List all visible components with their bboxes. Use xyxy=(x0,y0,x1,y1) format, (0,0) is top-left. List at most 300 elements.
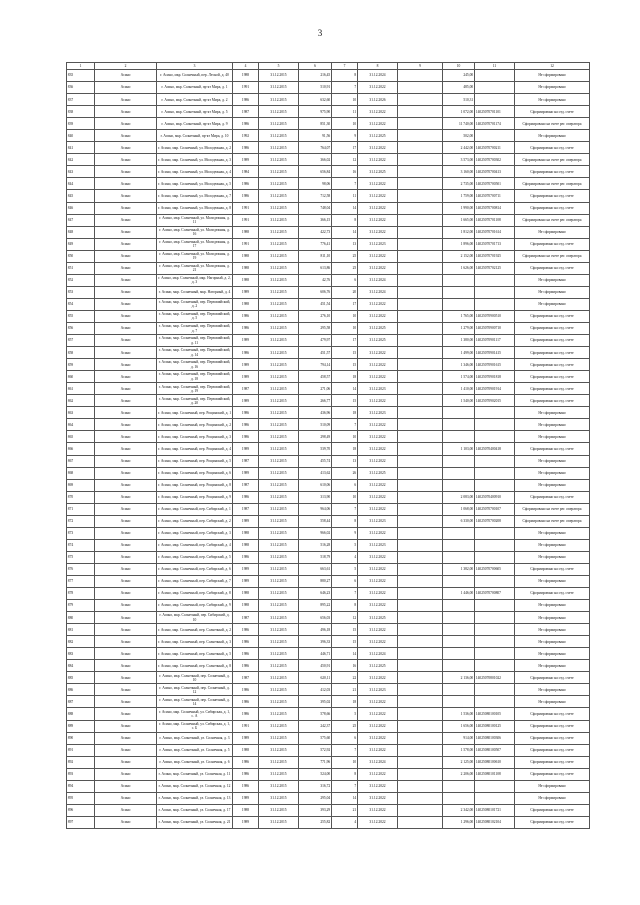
year-cell: 1992 xyxy=(233,130,259,142)
count-cell: 25 xyxy=(332,720,358,732)
amount-cell xyxy=(443,600,475,612)
deadline-cell: 31.12.2022 xyxy=(358,768,398,780)
table-row xyxy=(67,106,590,118)
empty-cell xyxy=(398,274,443,286)
deadline-cell: 31.12.2022 xyxy=(358,419,398,431)
settlement-cell: Асино xyxy=(95,768,157,780)
table-row xyxy=(67,347,590,359)
date-cell: 31.12.2015 xyxy=(259,588,299,600)
account-cell: 14025070901914 xyxy=(475,383,515,395)
area-cell: 271,06 xyxy=(299,383,332,395)
date-cell: 31.12.2015 xyxy=(259,443,299,455)
address-cell: г. Асино, мкр. Солнечный, пер. Первомайский, д. 16 xyxy=(157,359,233,371)
settlement-cell: Асино xyxy=(95,563,157,575)
year-cell: 1986 xyxy=(233,347,259,359)
year-cell: 1986 xyxy=(233,696,259,708)
amount-cell xyxy=(443,684,475,696)
address-cell: г. Асино, мкр. Солнечный, пер. Сибирский, д. 3 xyxy=(157,527,233,539)
year-cell: 1988 xyxy=(233,744,259,756)
status-cell: Сформировано на отд. счете xyxy=(515,347,590,359)
year-cell: 1986 xyxy=(233,551,259,563)
count-cell: 18 xyxy=(332,407,358,419)
empty-cell xyxy=(398,395,443,407)
empty-cell xyxy=(398,154,443,166)
table-row xyxy=(67,455,590,467)
settlement-cell: Асино xyxy=(95,130,157,142)
settlement-cell: Асино xyxy=(95,106,157,118)
table-row xyxy=(67,407,590,419)
row-number-cell: 877 xyxy=(67,575,95,587)
row-number-cell: 841 xyxy=(67,142,95,154)
account-cell: 14025080102104 xyxy=(475,816,515,828)
settlement-cell: Асино xyxy=(95,70,157,82)
date-cell: 31.12.2015 xyxy=(259,732,299,744)
empty-cell xyxy=(398,359,443,371)
table-row xyxy=(67,660,590,672)
deadline-cell: 31.12.2025 xyxy=(358,612,398,624)
table-row xyxy=(67,479,590,491)
account-cell: 14025070901117 xyxy=(475,335,515,347)
year-cell: 1986 xyxy=(233,419,259,431)
address-cell: г. Асино, мкр. Солнечный, пер. Первомайский, д. 11 xyxy=(157,335,233,347)
area-cell: 413,62 xyxy=(299,467,332,479)
address-cell: г. Асино, мкр. Солнечный, ул. Солнечная, д. 5 xyxy=(157,744,233,756)
settlement-cell: Асино xyxy=(95,792,157,804)
empty-cell xyxy=(398,588,443,600)
amount-cell xyxy=(443,479,475,491)
row-number-cell: 867 xyxy=(67,455,95,467)
year-cell: 1991 xyxy=(233,82,259,94)
column-number: 6 xyxy=(299,63,332,70)
empty-cell xyxy=(398,94,443,106)
date-cell: 31.12.2015 xyxy=(259,455,299,467)
count-cell: 6 xyxy=(332,575,358,587)
date-cell: 31.12.2015 xyxy=(259,262,299,274)
deadline-cell: 31.12.2022 xyxy=(358,190,398,202)
status-cell: Сформировано на отд. счете xyxy=(515,262,590,274)
date-cell: 31.12.2015 xyxy=(259,467,299,479)
table-row xyxy=(67,118,590,130)
deadline-cell: 31.12.2022 xyxy=(358,575,398,587)
settlement-cell: Асино xyxy=(95,274,157,286)
amount-cell: 1 626,00 xyxy=(443,262,475,274)
account-cell xyxy=(475,407,515,419)
address-cell: г. Асино, мкр. Солнечный, пер. Сибирский, д. 5 xyxy=(157,551,233,563)
row-number-cell: 852 xyxy=(67,274,95,286)
address-cell: г. Асино, мкр. Солнечный, пр-кт Мира, д. 5 xyxy=(157,106,233,118)
amount-cell xyxy=(443,551,475,563)
table-row xyxy=(67,696,590,708)
empty-cell xyxy=(398,768,443,780)
date-cell: 31.12.2015 xyxy=(259,82,299,94)
count-cell: 15 xyxy=(332,395,358,407)
status-cell: Не сформировано xyxy=(515,648,590,660)
deadline-cell: 31.12.2022 xyxy=(358,636,398,648)
table-row xyxy=(67,756,590,768)
count-cell: 9 xyxy=(332,527,358,539)
area-cell: 895,22 xyxy=(299,600,332,612)
settlement-cell: Асино xyxy=(95,539,157,551)
settlement-cell: Асино xyxy=(95,154,157,166)
area-cell: 656,84 xyxy=(299,166,332,178)
empty-cell xyxy=(398,575,443,587)
account-cell: 14025070701108 xyxy=(475,214,515,226)
date-cell: 31.12.2015 xyxy=(259,214,299,226)
deadline-cell: 31.12.2022 xyxy=(358,298,398,310)
settlement-cell: Асино xyxy=(95,491,157,503)
account-cell: 14025070901818 xyxy=(475,371,515,383)
deadline-cell: 31.12.2024 xyxy=(358,274,398,286)
address-cell: г. Асино, мкр. Солнечный, ул. Солнечная, д. 3 xyxy=(157,732,233,744)
deadline-cell: 31.12.2025 xyxy=(358,467,398,479)
settlement-cell: Асино xyxy=(95,600,157,612)
status-cell: Не сформировано xyxy=(515,792,590,804)
area-cell: 436,96 xyxy=(299,407,332,419)
year-cell: 1986 xyxy=(233,310,259,322)
table-row xyxy=(67,214,590,226)
amount-cell: 6 330,00 xyxy=(443,515,475,527)
amount-cell: 485,00 xyxy=(443,82,475,94)
year-cell: 1988 xyxy=(233,804,259,816)
row-number-cell: 890 xyxy=(67,732,95,744)
account-cell: 14025070700413 xyxy=(475,166,515,178)
area-cell: 510,09 xyxy=(299,419,332,431)
area-cell: 516,28 xyxy=(299,539,332,551)
address-cell: г. Асино, мкр. Солнечный, ул. Солнечная, д. 6 xyxy=(157,756,233,768)
amount-cell: 2 083,00 xyxy=(443,491,475,503)
address-cell: г. Асино, мкр. Солнечный, ул. Молодежная, д. 21 xyxy=(157,262,233,274)
status-cell: Не сформировано xyxy=(515,696,590,708)
year-cell: 1987 xyxy=(233,106,259,118)
status-cell: Сформировано на отд. счете xyxy=(515,106,590,118)
empty-cell xyxy=(398,419,443,431)
account-cell: 14025080101721 xyxy=(475,804,515,816)
account-cell xyxy=(475,70,515,82)
count-cell: 5 xyxy=(332,563,358,575)
address-cell: г. Асино, мкр. Солнечный, пер. Сибирский, д. 8 xyxy=(157,588,233,600)
amount-cell: 1 068,00 xyxy=(443,503,475,515)
year-cell: 1986 xyxy=(233,660,259,672)
row-number-cell: 847 xyxy=(67,214,95,226)
count-cell: 8 xyxy=(332,600,358,612)
deadline-cell: 31.12.2022 xyxy=(358,491,398,503)
deadline-cell: 31.12.2022 xyxy=(358,732,398,744)
count-cell: 16 xyxy=(332,166,358,178)
column-number: 7 xyxy=(332,63,358,70)
row-number-cell: 871 xyxy=(67,503,95,515)
area-cell: 422,73 xyxy=(299,226,332,238)
date-cell: 31.12.2015 xyxy=(259,744,299,756)
row-number-cell: 873 xyxy=(67,527,95,539)
row-number-cell: 865 xyxy=(67,431,95,443)
table-row xyxy=(67,527,590,539)
status-cell: Не сформировано xyxy=(515,431,590,443)
count-cell: 5 xyxy=(332,708,358,720)
empty-cell xyxy=(398,383,443,395)
table-row xyxy=(67,551,590,563)
year-cell: 1986 xyxy=(233,190,259,202)
date-cell: 31.12.2015 xyxy=(259,395,299,407)
address-cell: г. Асино, мкр. Солнечный, ул. Сибирская, д. 1, с. А xyxy=(157,708,233,720)
address-cell: г. Асино, мкр. Солнечный, ул. Молодежная, д. 4 xyxy=(157,166,233,178)
area-cell: 412,03 xyxy=(299,684,332,696)
table-row xyxy=(67,563,590,575)
area-cell: 610,06 xyxy=(299,479,332,491)
row-number-cell: 859 xyxy=(67,359,95,371)
settlement-cell: Асино xyxy=(95,744,157,756)
empty-cell xyxy=(398,479,443,491)
status-cell: Сформировано на отд. счете xyxy=(515,744,590,756)
date-cell: 31.12.2015 xyxy=(259,648,299,660)
date-cell: 31.12.2015 xyxy=(259,600,299,612)
table-row xyxy=(67,588,590,600)
row-number-cell: 842 xyxy=(67,154,95,166)
address-cell: г. Асино, мкр. Солнечный, ул. Молодежная, д. 3 xyxy=(157,154,233,166)
row-number-cell: 837 xyxy=(67,94,95,106)
deadline-cell: 31.12.2022 xyxy=(358,551,398,563)
count-cell: 14 xyxy=(332,792,358,804)
area-cell: 811,10 xyxy=(299,250,332,262)
empty-cell xyxy=(398,816,443,828)
amount-cell: 1 296,00 xyxy=(443,816,475,828)
date-cell: 31.12.2015 xyxy=(259,636,299,648)
deadline-cell: 31.12.2022 xyxy=(358,503,398,515)
table-row xyxy=(67,636,590,648)
settlement-cell: Асино xyxy=(95,732,157,744)
empty-cell xyxy=(398,142,443,154)
status-cell: Сформировано на счете рег. оператора xyxy=(515,154,590,166)
address-cell: г. Асино, мкр. Солнечный, пер. Рощинский, д. 4 xyxy=(157,443,233,455)
row-number-cell: 850 xyxy=(67,250,95,262)
area-cell: 451,57 xyxy=(299,347,332,359)
table-row xyxy=(67,443,590,455)
empty-cell xyxy=(398,118,443,130)
count-cell: 10 xyxy=(332,322,358,334)
date-cell: 31.12.2015 xyxy=(259,503,299,515)
table-row xyxy=(67,503,590,515)
account-cell: 14025080100610 xyxy=(475,756,515,768)
empty-cell xyxy=(398,407,443,419)
account-cell: 14025070701925 xyxy=(475,250,515,262)
date-cell: 31.12.2015 xyxy=(259,274,299,286)
amount-cell xyxy=(443,612,475,624)
deadline-cell: 31.12.2022 xyxy=(358,82,398,94)
year-cell: 1987 xyxy=(233,479,259,491)
count-cell: 4 xyxy=(332,816,358,828)
column-number: 3 xyxy=(157,63,233,70)
column-number: 10 xyxy=(443,63,475,70)
year-cell: 1986 xyxy=(233,178,259,190)
year-cell: 1988 xyxy=(233,600,259,612)
deadline-cell: 31.12.2022 xyxy=(358,600,398,612)
area-cell: 663,61 xyxy=(299,563,332,575)
count-cell: 25 xyxy=(332,250,358,262)
status-cell: Не сформировано xyxy=(515,94,590,106)
table-row xyxy=(67,419,590,431)
status-cell: Не сформировано xyxy=(515,575,590,587)
account-cell: 14025070801022 xyxy=(475,672,515,684)
account-cell xyxy=(475,792,515,804)
account-cell: 14025080100507 xyxy=(475,744,515,756)
row-number-cell: 881 xyxy=(67,624,95,636)
status-cell: Не сформировано xyxy=(515,82,590,94)
table-row xyxy=(67,238,590,250)
settlement-cell: Асино xyxy=(95,636,157,648)
area-cell: 255,82 xyxy=(299,816,332,828)
settlement-cell: Асино xyxy=(95,575,157,587)
count-cell: 10 xyxy=(332,431,358,443)
date-cell: 31.12.2015 xyxy=(259,660,299,672)
amount-cell: 2 735,00 xyxy=(443,178,475,190)
empty-cell xyxy=(398,431,443,443)
empty-cell xyxy=(398,744,443,756)
area-cell: 313,90 xyxy=(299,491,332,503)
date-cell: 31.12.2015 xyxy=(259,190,299,202)
area-cell: 851,30 xyxy=(299,118,332,130)
table-row xyxy=(67,202,590,214)
amount-cell: 502,00 xyxy=(443,130,475,142)
year-cell: 1988 xyxy=(233,250,259,262)
row-number-cell: 888 xyxy=(67,708,95,720)
status-cell: Сформировано на отд. счете xyxy=(515,335,590,347)
row-number-cell: 863 xyxy=(67,407,95,419)
settlement-cell: Асино xyxy=(95,780,157,792)
account-cell: 14025080100105 xyxy=(475,708,515,720)
table-row xyxy=(67,130,590,142)
amount-cell xyxy=(443,407,475,419)
year-cell: 1989 xyxy=(233,563,259,575)
row-number-cell: 885 xyxy=(67,672,95,684)
status-cell: Не сформировано xyxy=(515,600,590,612)
account-cell xyxy=(475,527,515,539)
row-number-cell: 870 xyxy=(67,491,95,503)
table-row xyxy=(67,600,590,612)
amount-cell: 2 125,00 xyxy=(443,756,475,768)
count-cell: 10 xyxy=(332,94,358,106)
amount-cell: 2 206,00 xyxy=(443,768,475,780)
date-cell: 31.12.2015 xyxy=(259,178,299,190)
deadline-cell: 31.12.2022 xyxy=(358,154,398,166)
date-cell: 31.12.2015 xyxy=(259,250,299,262)
settlement-cell: Асино xyxy=(95,612,157,624)
deadline-cell: 31.12.2022 xyxy=(358,347,398,359)
area-cell: 242,37 xyxy=(299,720,332,732)
year-cell: 1989 xyxy=(233,575,259,587)
year-cell: 1986 xyxy=(233,780,259,792)
year-cell: 1989 xyxy=(233,359,259,371)
deadline-cell: 31.12.2024 xyxy=(358,756,398,768)
amount-cell: 3 573,00 xyxy=(443,154,475,166)
deadline-cell: 31.12.2022 xyxy=(358,359,398,371)
amount-cell: 1 103,00 xyxy=(443,443,475,455)
table-row xyxy=(67,335,590,347)
empty-cell xyxy=(398,792,443,804)
settlement-cell: Асино xyxy=(95,298,157,310)
count-cell: 21 xyxy=(332,684,358,696)
row-number-cell: 887 xyxy=(67,696,95,708)
area-cell: 450,91 xyxy=(299,660,332,672)
year-cell: 1986 xyxy=(233,684,259,696)
settlement-cell: Асино xyxy=(95,503,157,515)
area-cell: 393,29 xyxy=(299,804,332,816)
amount-cell xyxy=(443,419,475,431)
table-row xyxy=(67,467,590,479)
date-cell: 31.12.2015 xyxy=(259,383,299,395)
date-cell: 31.12.2015 xyxy=(259,238,299,250)
count-cell: 7 xyxy=(332,419,358,431)
amount-cell: 1 812,00 xyxy=(443,226,475,238)
date-cell: 31.12.2015 xyxy=(259,575,299,587)
row-number-cell: 868 xyxy=(67,467,95,479)
year-cell: 1986 xyxy=(233,94,259,106)
count-cell: 17 xyxy=(332,335,358,347)
area-cell: 91,56 xyxy=(299,130,332,142)
empty-cell xyxy=(398,190,443,202)
area-cell: 776,41 xyxy=(299,238,332,250)
account-cell xyxy=(475,551,515,563)
area-cell: 316,72 xyxy=(299,780,332,792)
count-cell: 10 xyxy=(332,310,358,322)
address-cell: г. Асино, мкр. Солнечный, пер. Солнечный, д. 8 xyxy=(157,660,233,672)
settlement-cell: Асино xyxy=(95,527,157,539)
empty-cell xyxy=(398,455,443,467)
year-cell: 1987 xyxy=(233,383,259,395)
address-cell: г. Асино, мкр. Солнечный, пр-кт Мира, д. 2 xyxy=(157,94,233,106)
date-cell: 31.12.2015 xyxy=(259,142,299,154)
area-cell: 794,14 xyxy=(299,359,332,371)
account-cell: 14025070700107 xyxy=(475,503,515,515)
amount-cell: 1 759,00 xyxy=(443,190,475,202)
status-cell: Сформировано на отд. счете xyxy=(515,588,590,600)
table-row xyxy=(67,70,590,82)
status-cell: Не сформировано xyxy=(515,467,590,479)
year-cell: 1987 xyxy=(233,455,259,467)
row-number-cell: 857 xyxy=(67,335,95,347)
account-cell: 14025070700302 xyxy=(475,154,515,166)
empty-cell xyxy=(398,226,443,238)
table-row xyxy=(67,491,590,503)
deadline-cell: 31.12.2022 xyxy=(358,527,398,539)
empty-cell xyxy=(398,70,443,82)
area-cell: 539,70 xyxy=(299,443,332,455)
date-cell: 31.12.2015 xyxy=(259,780,299,792)
status-cell: Сформировано на отд. счете xyxy=(515,238,590,250)
row-number-cell: 856 xyxy=(67,322,95,334)
deadline-cell: 31.12.2022 xyxy=(358,696,398,708)
year-cell: 1989 xyxy=(233,335,259,347)
table-row xyxy=(67,359,590,371)
settlement-cell: Асино xyxy=(95,419,157,431)
area-cell: 771,96 xyxy=(299,756,332,768)
deadline-cell: 31.12.2022 xyxy=(358,395,398,407)
status-cell: Не сформировано xyxy=(515,70,590,82)
deadline-cell: 31.12.2022 xyxy=(358,226,398,238)
year-cell: 1988 xyxy=(233,539,259,551)
date-cell: 31.12.2015 xyxy=(259,371,299,383)
date-cell: 31.12.2015 xyxy=(259,491,299,503)
address-cell: г. Асино, мкр. Солнечный, пер. Первомайский, д. 5 xyxy=(157,310,233,322)
row-number-cell: 853 xyxy=(67,286,95,298)
date-cell: 31.12.2015 xyxy=(259,708,299,720)
year-cell: 1984 xyxy=(233,166,259,178)
empty-cell xyxy=(398,371,443,383)
date-cell: 31.12.2015 xyxy=(259,226,299,238)
empty-cell xyxy=(398,503,443,515)
count-cell: 5 xyxy=(332,539,358,551)
amount-cell xyxy=(443,792,475,804)
table-row xyxy=(67,624,590,636)
count-cell: 8 xyxy=(332,214,358,226)
